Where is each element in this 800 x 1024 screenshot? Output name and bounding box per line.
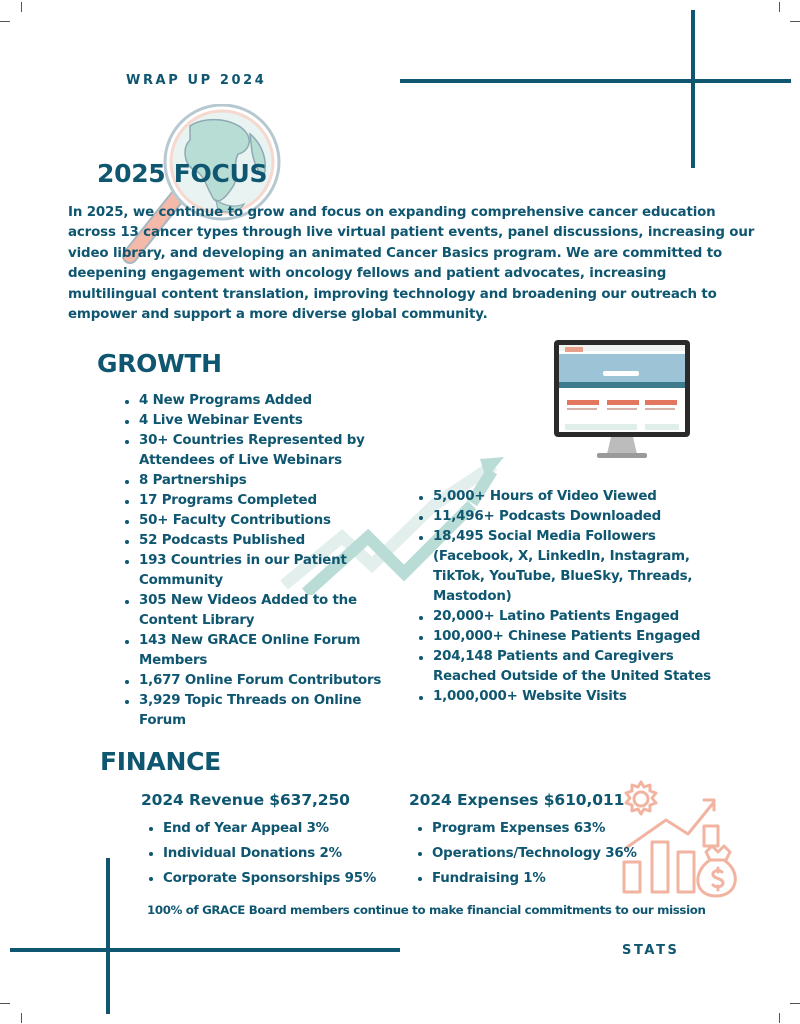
board-commitment-note: 100% of GRACE Board members continue to make financial commitments to our mission bbox=[147, 903, 706, 917]
list-item: 1,677 Online Forum Contributors bbox=[124, 671, 386, 691]
crop-mark bbox=[779, 1013, 780, 1023]
revenue-list bbox=[148, 816, 398, 891]
decorative-rule-horizontal bbox=[10, 948, 400, 952]
expenses-list bbox=[417, 816, 677, 891]
document-kicker: WRAP UP 2024 bbox=[126, 73, 267, 88]
expenses-heading: 2024 Expenses $610,011 bbox=[409, 791, 625, 809]
decorative-rule-horizontal bbox=[400, 79, 791, 83]
list-item: Individual Donations 2% bbox=[148, 841, 398, 866]
decorative-rule-vertical bbox=[106, 858, 110, 1014]
growth-list-right bbox=[418, 487, 728, 707]
growth-title: GROWTH bbox=[97, 349, 222, 378]
list-item: 11,496+ Podcasts Downloaded bbox=[418, 507, 728, 527]
list-item: 30+ Countries Represented by Attendees of Live Webinars bbox=[124, 431, 386, 471]
decorative-rule-vertical bbox=[691, 10, 695, 168]
list-item: 1,000,000+ Website Visits bbox=[418, 687, 728, 707]
list-item: 5,000+ Hours of Video Viewed bbox=[418, 487, 728, 507]
list-item: 143 New GRACE Online Forum Members bbox=[124, 631, 386, 671]
focus-title: 2025 FOCUS bbox=[97, 159, 268, 188]
list-item: Corporate Sponsorships 95% bbox=[148, 866, 398, 891]
desktop-monitor-website-icon bbox=[553, 338, 693, 463]
list-item: 4 Live Webinar Events bbox=[124, 411, 386, 431]
list-item: 20,000+ Latino Patients Engaged bbox=[418, 607, 728, 627]
list-item: 50+ Faculty Contributions bbox=[124, 511, 386, 531]
list-item: 4 New Programs Added bbox=[124, 391, 386, 411]
finance-title: FINANCE bbox=[100, 747, 221, 776]
list-item: 17 Programs Completed bbox=[124, 491, 386, 511]
list-item: End of Year Appeal 3% bbox=[148, 816, 398, 841]
crop-mark bbox=[790, 1003, 800, 1004]
crop-mark bbox=[779, 2, 780, 12]
revenue-heading: 2024 Revenue $637,250 bbox=[141, 791, 350, 809]
list-item: 193 Countries in our Patient Community bbox=[124, 551, 386, 591]
list-item: 100,000+ Chinese Patients Engaged bbox=[418, 627, 728, 647]
list-item: Fundraising 1% bbox=[417, 866, 677, 891]
list-item: 3,929 Topic Threads on Online Forum bbox=[124, 691, 386, 731]
list-item: 52 Podcasts Published bbox=[124, 531, 386, 551]
list-item: 204,148 Patients and Caregivers Reached Outside of the United States bbox=[418, 647, 728, 687]
crop-mark bbox=[21, 2, 22, 12]
growth-list-left bbox=[124, 391, 386, 731]
list-item: 18,495 Social Media Followers (Facebook, X, LinkedIn, Instagram, TikTok, YouTube, BlueSky, Threads, Mastodon) bbox=[418, 527, 728, 607]
list-item: Program Expenses 63% bbox=[417, 816, 677, 841]
list-item: 8 Partnerships bbox=[124, 471, 386, 491]
list-item: 305 New Videos Added to the Content Library bbox=[124, 591, 386, 631]
crop-mark bbox=[0, 1003, 10, 1004]
footer-label: STATS bbox=[622, 943, 680, 958]
list-item: Operations/Technology 36% bbox=[417, 841, 677, 866]
crop-mark bbox=[21, 1013, 22, 1023]
crop-mark bbox=[790, 21, 800, 22]
focus-body: In 2025, we continue to grow and focus on expanding comprehensive cancer education across 13 cancer types through live virtual patient events, panel discussions, increasing our video library, and developing an animated Cancer Basics program. We are committed to deepening engagement with oncology fellows and patient advocates, increasing multilingual content translation, improving technology and broadening our outreach to empower and support a more diverse global community. bbox=[68, 205, 755, 323]
crop-mark bbox=[0, 21, 10, 22]
